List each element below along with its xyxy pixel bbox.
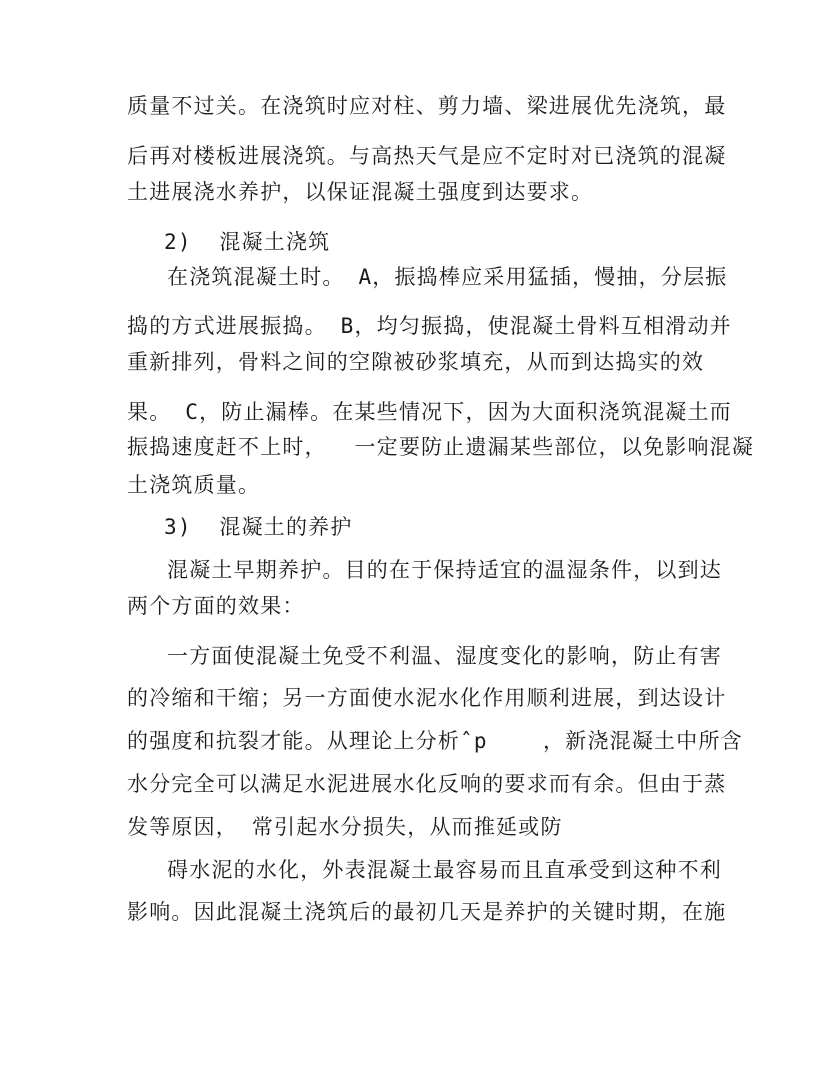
body-line: 混凝土早期养护。目的在于保持适宜的温湿条件，以到达 xyxy=(167,558,722,582)
body-line: 发等原因， 常引起水分损失，从而推延或防 xyxy=(127,815,563,839)
body-line: 质量不过关。在浇筑时应对柱、剪力墙、梁进展优先浇筑，最 xyxy=(127,94,727,118)
body-line: 土进展浇水养护，以保证混凝土强度到达要求。 xyxy=(127,180,594,204)
section-heading: 3) 混凝土的养护 xyxy=(164,515,353,539)
body-line: 在浇筑混凝土时。 A，振捣棒应采用猛插，慢抽，分层振 xyxy=(167,265,728,289)
body-line: 果。 C，防止漏棒。在某些情况下，因为大面积浇筑混凝土而 xyxy=(127,400,732,424)
body-line: 的强度和抗裂才能。从理论上分析ˆp ，新浇混凝土中所含 xyxy=(127,729,743,753)
body-line: 振捣速度赶不上时， 一定要防止遗漏某些部位，以免影响混凝 xyxy=(127,435,755,459)
body-line: 影响。因此混凝土浇筑后的最初几天是养护的关键时期，在施 xyxy=(127,900,727,924)
section-heading: 2) 混凝土浇筑 xyxy=(164,230,331,254)
body-line: 土浇筑质量。 xyxy=(127,473,261,497)
body-line: 重新排列，骨料之间的空隙被砂浆填充，从而到达捣实的效 xyxy=(127,350,705,374)
body-line: 水分完全可以满足水泥进展水化反响的要求而有余。但由于蒸 xyxy=(127,772,727,796)
body-line: 后再对楼板进展浇筑。与高热天气是应不定时对已浇筑的混凝 xyxy=(127,144,727,168)
body-line: 的冷缩和干缩；另一方面使水泥水化作用顺利进展，到达设计 xyxy=(127,686,727,710)
body-line: 碍水泥的水化，外表混凝土最容易而且直承受到这种不利 xyxy=(167,858,722,882)
body-line: 两个方面的效果： xyxy=(127,594,305,618)
body-line: 一方面使混凝土免受不利温、湿度变化的影响，防止有害 xyxy=(167,644,722,668)
body-line: 捣的方式进展振捣。 B，均匀振捣，使混凝土骨料互相滑动并 xyxy=(127,314,732,338)
